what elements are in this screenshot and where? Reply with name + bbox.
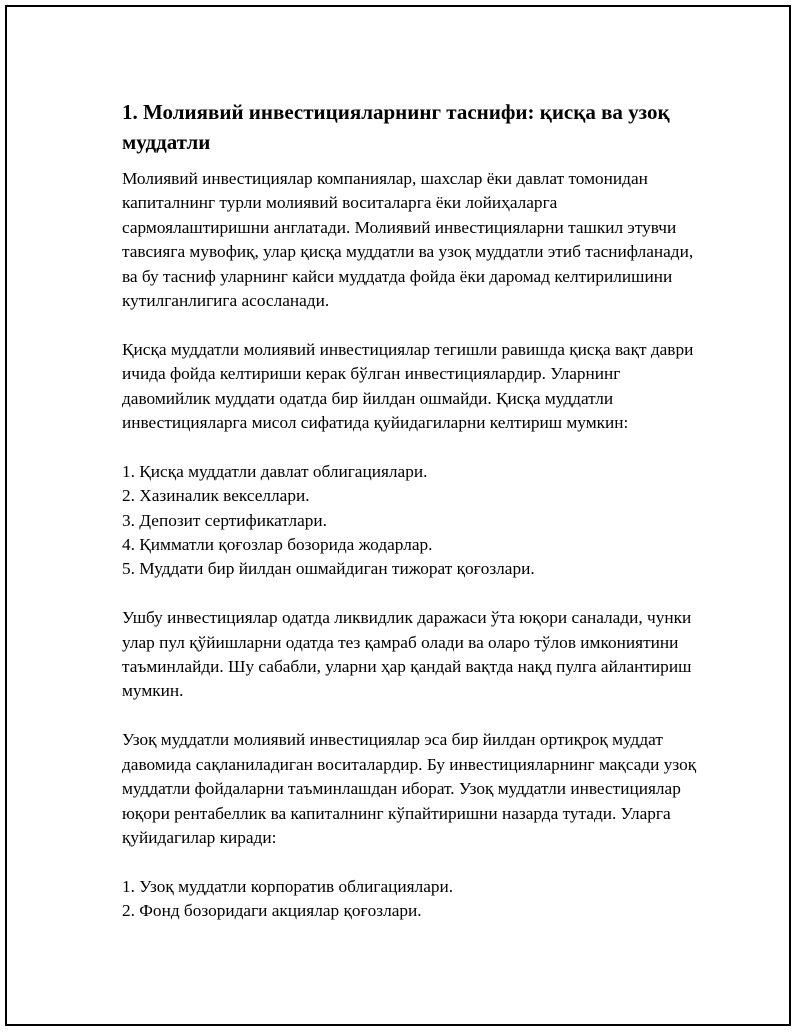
list-item: 1. Қисқа муддатли давлат облигациялари. bbox=[122, 461, 428, 481]
document-content bbox=[122, 97, 702, 948]
document-heading: 1. Молиявий инвестицияларнинг таснифи: қисқа ва узоқ муддатли bbox=[122, 100, 670, 154]
paragraph-liquidity: Ушбу инвестициялар одатда ликвидлик даражаси ўта юқори саналади, чунки улар пул қўйишларни одатда тез қамраб олади ва оларо тўлов имкониятини таъминлайди. Шу сабабли, уларни ҳар қандай вақтда нақд пулга айлантириш мумкин. bbox=[122, 608, 692, 701]
paragraph-long-term: Узоқ муддатли молиявий инвестициялар эса бир йилдан ортиқроқ муддат давомида сақланиладиган воситалардир. Бу инвестицияларнинг мақсади узоқ муддатли фойдаларни таъминлашдан иборат. Узоқ муддатли инвестициялар юқори рентабеллик ва капиталнинг кўпайтиришни назарда тутади. Уларга қуйидагилар киради: bbox=[122, 730, 697, 847]
list-item: 4. Қимматли қоғозлар бозорида жодарлар. bbox=[122, 535, 433, 555]
list-item: 2. Фонд бозоридаги акциялар қоғозлари. bbox=[122, 901, 422, 921]
document-page bbox=[5, 5, 791, 1026]
paragraph-short-term: Қисқа муддатли молиявий инвестициялар тегишли равишда қисқа вақт даври ичида фойда келтириши керак бўлган инвестициялардир. Уларнинг давомийлик муддати одатда бир йилдан ошмайди. Қисқа муддатли инвестицияларга мисол сифатида қуйидагиларни келтириш мумкин: bbox=[122, 339, 694, 433]
short-term-list bbox=[122, 460, 702, 582]
list-item: 3. Депозит сертификатлари. bbox=[122, 510, 327, 530]
long-term-list bbox=[122, 875, 702, 924]
list-item: 2. Хазиналик векселлари. bbox=[122, 486, 310, 506]
paragraph-intro: Молиявий инвестициялар компаниялар, шахслар ёки давлат томонидан капиталнинг турли молиявий воситаларга ёки лойиҳаларга сармоялаштиришни англатади. Молиявий инвестицияларни ташкил этувчи тавсияга мувофиқ, улар қисқа муддатли ва узоқ муддатли этиб таснифланади, ва бу тасниф уларнинг кайси муддатда фойда ёки даромад келтирилишини кутилганлигига асосланади. bbox=[122, 169, 694, 311]
list-item: 1. Узоқ муддатли корпоратив облигациялари. bbox=[122, 876, 454, 896]
list-item: 5. Муддати бир йилдан ошмайдиган тижорат қоғозлари. bbox=[122, 559, 535, 579]
